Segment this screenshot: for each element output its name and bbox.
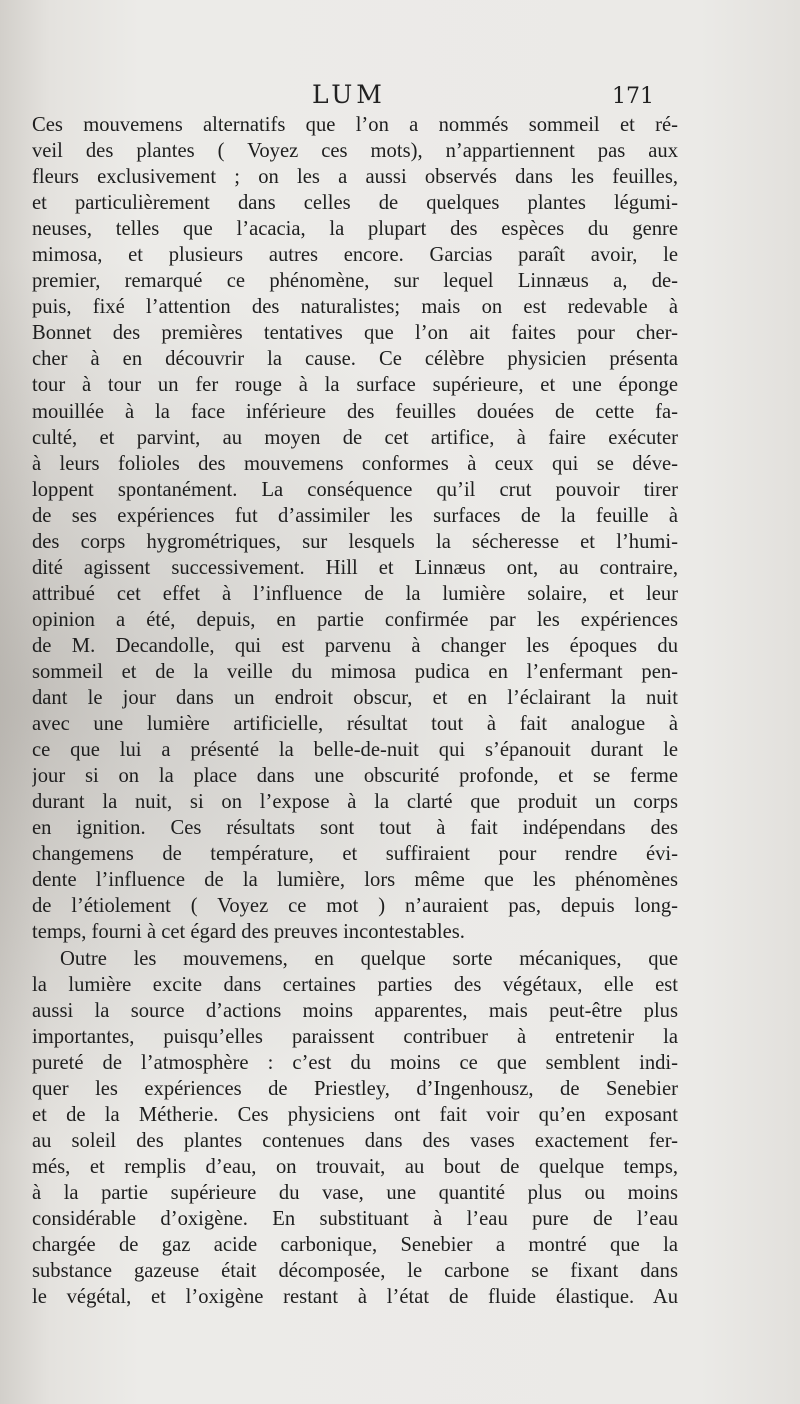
text-line: cher à en découvrir la cause. Ce célèbre physicien présenta: [32, 348, 678, 371]
paragraph: [32, 112, 678, 946]
text-line: neuses, telles que l’acacia, la plupart des espèces du genre: [32, 218, 678, 241]
text-line: et de la Métherie. Ces physiciens ont fait voir qu’en exposant: [32, 1103, 678, 1126]
text-line: tour à tour un fer rouge à la surface supérieure, et une éponge: [32, 374, 678, 397]
text-line: mimosa, et plusieurs autres encore. Garcias paraît avoir, le: [32, 244, 678, 267]
text-line: loppent spontanément. La conséquence qu’il crut pouvoir tirer: [32, 478, 678, 501]
text-line: puis, fixé l’attention des naturalistes; mais on est redevable à: [32, 296, 678, 319]
text-line: culté, et parvint, au moyen de cet artifice, à faire exécuter: [32, 426, 678, 449]
text-line: considérable d’oxigène. En substituant à l’eau pure de l’eau: [32, 1207, 678, 1230]
text-line: avec une lumière artificielle, résultat tout à fait analogue à: [32, 713, 678, 736]
text-line: le végétal, et l’oxigène restant à l’état de fluide élastique. Au: [32, 1286, 678, 1309]
text-line: changemens de température, et suffiraient pour rendre évi-: [32, 843, 678, 866]
text-line: més, et remplis d’eau, on trouvait, au bout de quelque temps,: [32, 1155, 678, 1178]
text-line: sommeil et de la veille du mimosa pudica en l’enfermant pen-: [32, 660, 678, 683]
running-head-title: LUM: [312, 80, 386, 109]
text-line: la lumière excite dans certaines parties des végétaux, elle est: [32, 973, 678, 996]
text-line: de ses expériences fut d’assimiler les surfaces de la feuille à: [32, 504, 678, 527]
text-line: veil des plantes ( Voyez ces mots), n’appartiennent pas aux: [32, 140, 678, 163]
text-line: à leurs folioles des mouvemens conformes à ceux qui se déve-: [32, 452, 678, 475]
text-line: temps, fourni à cet égard des preuves incontestables.: [32, 921, 465, 944]
text-line: fleurs exclusivement ; on les a aussi observés dans les feuilles,: [32, 166, 678, 189]
text-line: premier, remarqué ce phénomène, sur lequel Linnæus a, de-: [32, 270, 678, 293]
text-line: Bonnet des premières tentatives que l’on ait faites pour cher-: [32, 322, 678, 345]
text-line: quer les expériences de Priestley, d’Ingenhousz, de Senebier: [32, 1077, 678, 1100]
text-line: en ignition. Ces résultats sont tout à fait indépendans des: [32, 817, 678, 840]
text-line: dant le jour dans un endroit obscur, et en l’éclairant la nuit: [32, 687, 678, 710]
text-line: aussi la source d’actions moins apparentes, mais peut-être plus: [32, 999, 678, 1022]
text-line: Outre les mouvemens, en quelque sorte mécaniques, que: [60, 947, 678, 970]
text-line: chargée de gaz acide carbonique, Senebier a montré que la: [32, 1234, 678, 1257]
body-text: [32, 112, 678, 1310]
text-line: ce que lui a présenté la belle-de-nuit qui s’épanouit durant le: [32, 739, 678, 762]
text-line: de l’étiolement ( Voyez ce mot ) n’auraient pas, depuis long-: [32, 895, 678, 918]
text-line: à la partie supérieure du vase, une quantité plus ou moins: [32, 1181, 678, 1204]
page-number: 171: [612, 84, 654, 109]
text-line: au soleil des plantes contenues dans des vases exactement fer-: [32, 1129, 678, 1152]
text-line: de M. Decandolle, qui est parvenu à changer les époques du: [32, 634, 678, 657]
text-line: dente l’influence de la lumière, lors même que les phénomènes: [32, 869, 678, 892]
text-line: jour si on la place dans une obscurité profonde, et se ferme: [32, 765, 678, 788]
text-line: dité agissent successivement. Hill et Linnæus ont, au contraire,: [32, 556, 678, 579]
text-line: attribué cet effet à l’influence de la lumière solaire, et leur: [32, 582, 678, 605]
text-line: durant la nuit, si on l’expose à la clarté que produit un corps: [32, 791, 678, 814]
paragraph: [32, 946, 678, 1311]
text-line: opinion a été, depuis, en partie confirmée par les expériences: [32, 608, 678, 631]
text-line: pureté de l’atmosphère : c’est du moins ce que semblent indi-: [32, 1051, 678, 1074]
text-line: substance gazeuse était décomposée, le carbone se fixant dans: [32, 1260, 678, 1283]
text-line: des corps hygrométriques, sur lesquels la sécheresse et l’humi-: [32, 530, 678, 553]
text-line: Ces mouvemens alternatifs que l’on a nommés sommeil et ré-: [32, 114, 678, 136]
text-line: importantes, puisqu’elles paraissent contribuer à entretenir la: [32, 1025, 678, 1048]
text-line: mouillée à la face inférieure des feuilles douées de cette fa-: [32, 400, 678, 423]
text-line: et particulièrement dans celles de quelques plantes légumi-: [32, 192, 678, 215]
